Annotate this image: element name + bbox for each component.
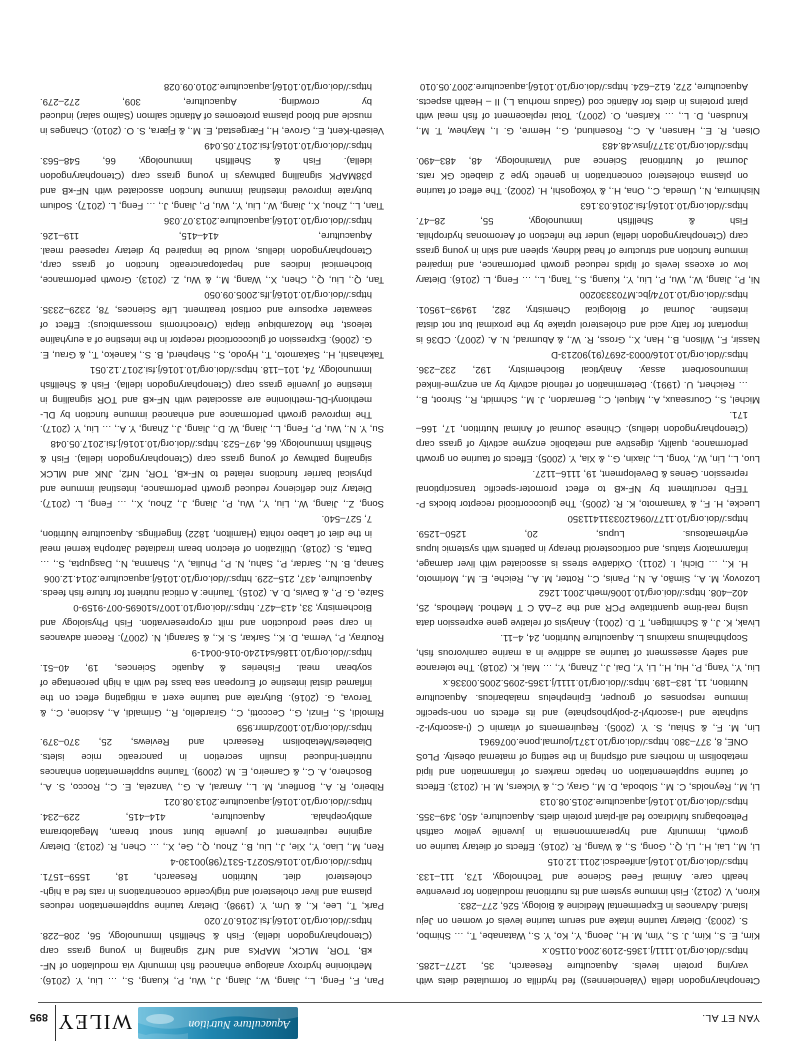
header-rule: [38, 1002, 762, 1003]
reference-entry: Park, T., Lee, K., & Um, Y. (1998). Dietary taurine supplementation reduces plasma and liver cholesterol and triglyceride concentrations in rats fed a high-cholesterol diet. Nutrition Research, 18, 1559–1571. https://doi.org/10.1016/S0271-5317(98)00130-4: [40, 855, 384, 912]
reference-entry: Salze, G. P., & Davis, D. A. (2015). Taurine: A critical nutrient for future fish feeds. Aquaculture, 437, 215–229. https://doi.org/10.1016/j.aquaculture.2014.12.006: [40, 572, 384, 599]
reference-entry: Ribeiro, R. A., Bonfleur, M. L., Amaral, A. G., Vanzela, E. C., Rocco, S. A., Boschero, A. C., & Carneiro, E. M. (2009). Taurine supplementation enhances nutrient-induced insulin secretion in pancreatic mice islets. Diabetes/Metabolism Research and Reviews, 25, 370–379. https://doi.org/10.1002/dmrr.959: [40, 721, 384, 793]
reference-entry: Ren, M., Liao, Y., Xie, J., Liu, B., Zhou, Q., Ge, X., … Chen, R. (2013). Dietary arginine requirement of juvenile blunt snout bream, Megalobrama amblycephala. Aquaculture, 414–415, 229–234. https://doi.org/10.1016/j.aquaculture.2013.08.021: [40, 796, 384, 852]
reference-entry: Lozovoy, M. A., Simão, A. N., Panis, C., Rotter, M. A., Reiche, E. M., Morimoto, H. K., … Dichi, I. (2011). Oxidative stress is associated with liver damage, inflammatory status, and corticosteroid therapy in patients with systemic lupus erythematosus. Lupus, 20, 1250–1259. https://doi.org/10.1177/0961203311411350: [416, 512, 760, 584]
reference-entry: Olsen, R. E., Hansen, A. C., Rosenlund, G., Hemre, G. I., Mayhew, T. M., Knudsen, D. L., … Karlsen, O. (2007). Total replacement of fish meal with plant proteins in diets for Atlantic cod (Gadus morhua L.) II – Health aspects. Aquaculture, 272, 612–624. https://doi.org/10.1016/j.aquaculture.2007.05.010: [416, 80, 760, 137]
reference-entry: Nassir, F., Wilson, B., Han, X., Gross, R. W., & Abumrad, N. A. (2007). CD36 is important for fatty acid and cholesterol uptake by the proximal but not distal intestine. Journal of Biological Chemistry, 282, 19493–19501. https://doi.org/10.1074/jbc.M703330200: [416, 289, 760, 346]
reference-entry: Liu, Y., Yang, P., Hu, H., Li, Y., Dai, J., Zhang, Y., … Mai, K. (2018). The tolerance and safety assessment of taurine as additive in a marine carnivorous fish, Scophthalmus maximus L. Aquaculture Nutrition, 24, 4–11.: [416, 632, 760, 673]
reference-entry: Takahashi, H., Sakamoto, T., Hyodo, S., Shepherd, B. S., Kaneko, T., & Grau, E. G. (2006). Expression of glucocorticoid receptor in the intestine of a euryhaline teleost, the Mozambique tilapia (Oreochromis mossambicus): Effect of seawater exposure and cortisol treatment. Life Sciences, 78, 2329–2335. https://doi.org/10.1016/j.lfs.2005.09.050: [40, 289, 384, 360]
folio-divider: [55, 1005, 56, 1041]
page-number: 895: [29, 1011, 48, 1023]
reference-entry: Pan, F., Feng, L., Jiang, W., Jiang, J., Wu, P., Kuang, S., … Liu, Y. (2016). Methionine hydroxy analogue enhanced fish immunity via modulation of NF-κB, TOR, MLCK, MAPKs and Nrf2 signaling in young grass carp (Ctenopharyngodon idella). Fish & Shellfish Immunology, 56, 208–228. https://doi.org/10.1016/j.fsi.2016.07.020: [40, 915, 384, 986]
reference-entry: Tan, Q., Liu, Q., Chen, X., Wang, M., & Wu, Z. (2013). Growth performance, biochemical indices and hepatopancreatic function of grass carp, Ctenopharyngodon idellus, would be impaired by dietary rapeseed meal. Aquaculture, 414–415, 119–126. https://doi.org/10.1016/j.aquaculture.2013.07.036: [40, 214, 384, 286]
reference-entry: Luecke, H. F., & Yamamoto, K. R. (2005). The glucocorticoid receptor blocks P-TEFb recruitment by NF-κB to effect promoter-specific transcriptional repression. Genes & Development, 19, 1116–1127.: [416, 468, 760, 509]
reference-entry: Nishimura, N., Umeda, C., Ona, H., & Yokogoshi, H. (2002). The effect of taurine on plasma cholesterol concentration in genetic type 2 diabetic GK rats. Journal of Nutritional Science and Vitaminology, 48, 483–490. https://doi.org/10.3177/jnsv.48.483: [416, 140, 760, 196]
reference-entry: Veiseth-Kent, E., Grove, H., Færgestad, E. M., & Fjæra, S. O. (2010). Changes in muscle and blood plasma proteomes of Atlantic salmon (Salmo salar) induced by crowding. Aquaculture, 309, 272–279. https://doi.org/10.1016/j.aquaculture.2010.09.028: [40, 80, 384, 137]
page-header: [0, 993, 800, 1051]
reference-entry: Li, M., Reynolds, C. M., Sloboda, D. M., Gray, C., & Vickers, M. H. (2013). Effects of taurine supplementation on hepatic markers of inflammation and lipid metabolism in mothers and offspring in the setting of maternal obesity. PLoS ONE, 8, 377–380. https://doi.org/10.1371/journal.pone.0076961: [416, 736, 760, 793]
reference-entry: Livak, K. J., & Schmittgen, T. D. (2001). Analysis of relative gene expression data using real-time quantitative PCR and the 2−ΔΔ C T Method. Methods, 25, 402–408. https://doi.org/10.1006/meth.2001.1262: [416, 587, 760, 629]
reference-entry: Tian, L., Zhou, X., Jiang, W., Liu, Y., Wu, P., Jiang, J., … Feng, L. (2017). Sodium butyrate improved intestinal immune function associated with NF-κB and p38MAPK signalling pathways in young grass carp (Ctenopharyngodon idella). Fish & Shellfish Immunology, 66, 548–563. https://doi.org/10.1016/j.fsi.2017.05.049: [40, 140, 384, 211]
reference-entry: Lin, M. F., & Shiau, S. Y. (2005). Requirements of vitamin C (l-ascorbyl-2-sulphate and l-ascorbyl-2-polyphosphate) and its effects on non-specific immune responses of grouper, Epinephelus malabaricus. Aquaculture Nutrition, 11, 183–189. https://doi.org/10.1111/j.1365-2095.2005.00336.x: [416, 676, 760, 733]
reference-entry: Kim, E. S., Kim, J. S., Yim, M. H., Jeong, Y., Ko, Y. S., Watanabe, T., … Shimbo, S. (2003). Dietary taurine intake and serum taurine levels of women on Jeju Island. Advances in Experimental Medicine & Biology, 526, 277–283.: [416, 900, 760, 942]
journal-title: Aquaculture Nutrition: [188, 1018, 290, 1030]
reference-entry: Michel, S., Courseaux, A., Miquel, C., Bernardon, J. M., Schmidt, R., Shroot, B., … Reichert, U. (1991). Determination of retinoid activity by an enzyme-linked immunosorbent assay. Analytical Biochemistry, 192, 232–236. https://doi.org/10.1016/0003-2697(91)90213-D: [416, 348, 760, 405]
reference-column-left: [416, 78, 760, 987]
reference-entry: Luo, L., Lin, W., Yong, L., Jiaxin, G., & Xia, Y. (2005). Effects of taurine on growth performance, quality, digestive and metabolic enzyme activity of grass carp (Ctenopharyngodon idellus). Chinese Journal of Animal Nutrition, 17, 166–171.: [416, 408, 760, 465]
journal-banner: [138, 1007, 298, 1039]
reference-entry: Song, Z., Jiang, W., Liu, Y., Wu, P., Jiang, J., Zhou, X., … Feng, L. (2017). Dietary zinc deficiency reduced growth performance, intestinal immune and physical barrier functions related to NF-κB, TOR, Nrf2, JNK and MLCK signaling pathway of young grass carp (Ctenopharyngodon idella). Fish & Shellfish Immunology, 66, 497–523. https://doi.org/10.1016/j.fsi.2017.05.048: [40, 438, 384, 509]
reference-entry: Su, Y. N., Wu, P., Feng, L., Jiang, W. D., Jiang, J., Zhang, Y. A., … Liu, Y. (2017). The improved growth performance and enhanced immune function by DL-methionyl-DL-methionine are associated with NF-κB and TOR signalling in intestine of juvenile grass carp (Ctenopharyngodon idella). Fish & Shellfish Immunology, 74, 101–118. https://doi.org/10.1016/j.fsi.2017.12.051: [40, 363, 384, 435]
reference-entry: Ctenopharyngodon idella (Valenciennes)) fed hydrilla or formulated diets with varying protein levels. Aquaculture Research, 35, 1277–1285. https://doi.org/10.1111/j.1365-2109.2004.01150.x: [416, 945, 760, 986]
reference-entry: Li, M., Lai, H., Li, Q., Gong, S., & Wang, R. (2016). Effects of dietary taurine on growth, immunity and hyperammonemia in juvenile yellow catfish Pelteobagrus fulvidraco fed all-plant protein diets. Aquaculture, 450, 349–355. https://doi.org/10.1016/j.aquaculture.2015.08.013: [416, 796, 760, 852]
running-head: YAN ET AL.: [701, 1012, 760, 1024]
publisher-logo: WILEY: [56, 1010, 132, 1034]
reference-entry: Routray, P., Verma, D. K., Sarkar, S. K., & Sarangi, N. (2007). Recent advances in carp seed production and milt cryopreservation. Fish Physiology and Biochemistry, 33, 413–427. https://doi.org/10.1007/s10695-007-9159-0: [40, 602, 384, 644]
reference-entry: Ni, P., Jiang, W., Wu, P., Liu, Y., Kuang, S., Tang, L., … Feng, L. (2016). Dietary low or excess levels of lipids reduced growth performance, and impaired immune function and structure of head kidney, spleen and skin in young grass carp (Ctenopharyngodon idella) under the infection of Aeromonas hydrophila. Fish & Shellfish Immunology, 55, 28–47. https://doi.org/10.1016/j.fsi.2016.03.163: [416, 199, 760, 286]
reference-column-right: [40, 78, 384, 987]
reference-entry: Rimoldi, S., Finzi, G., Ceccotti, C., Girardello, R., Grimaldi, A., Ascione, C., & Terova, G. (2016). Butyrate and taurine exert a mitigating effect on the inflamed distal intestine of European sea bass fed with a high percentage of soybean meal. Fisheries & Aquatic Sciences, 19, 40–51. https://doi.org/10.1186/s41240-016-0041-9: [40, 647, 384, 718]
reference-entry: Sanap, B. N., Sardar, P., Sahu, N. P., Phulia, V., Shamna, N., Dasgupta, S., … Datta, S. (2018). Utilization of electron beam irradiated Jatropha kernel meal in the diet of Labeo rohita (Hamilton, 1822) fingerlings. Aquaculture Nutrition, 7, 527–540.: [40, 512, 384, 569]
reference-entry: Kiron, V. (2012). Fish immune system and its nutritional modulation for preventive health care. Animal Feed Science and Technology, 173, 111–133. https://doi.org/10.1016/j.anifeedsci.2011.12.015: [416, 855, 760, 897]
